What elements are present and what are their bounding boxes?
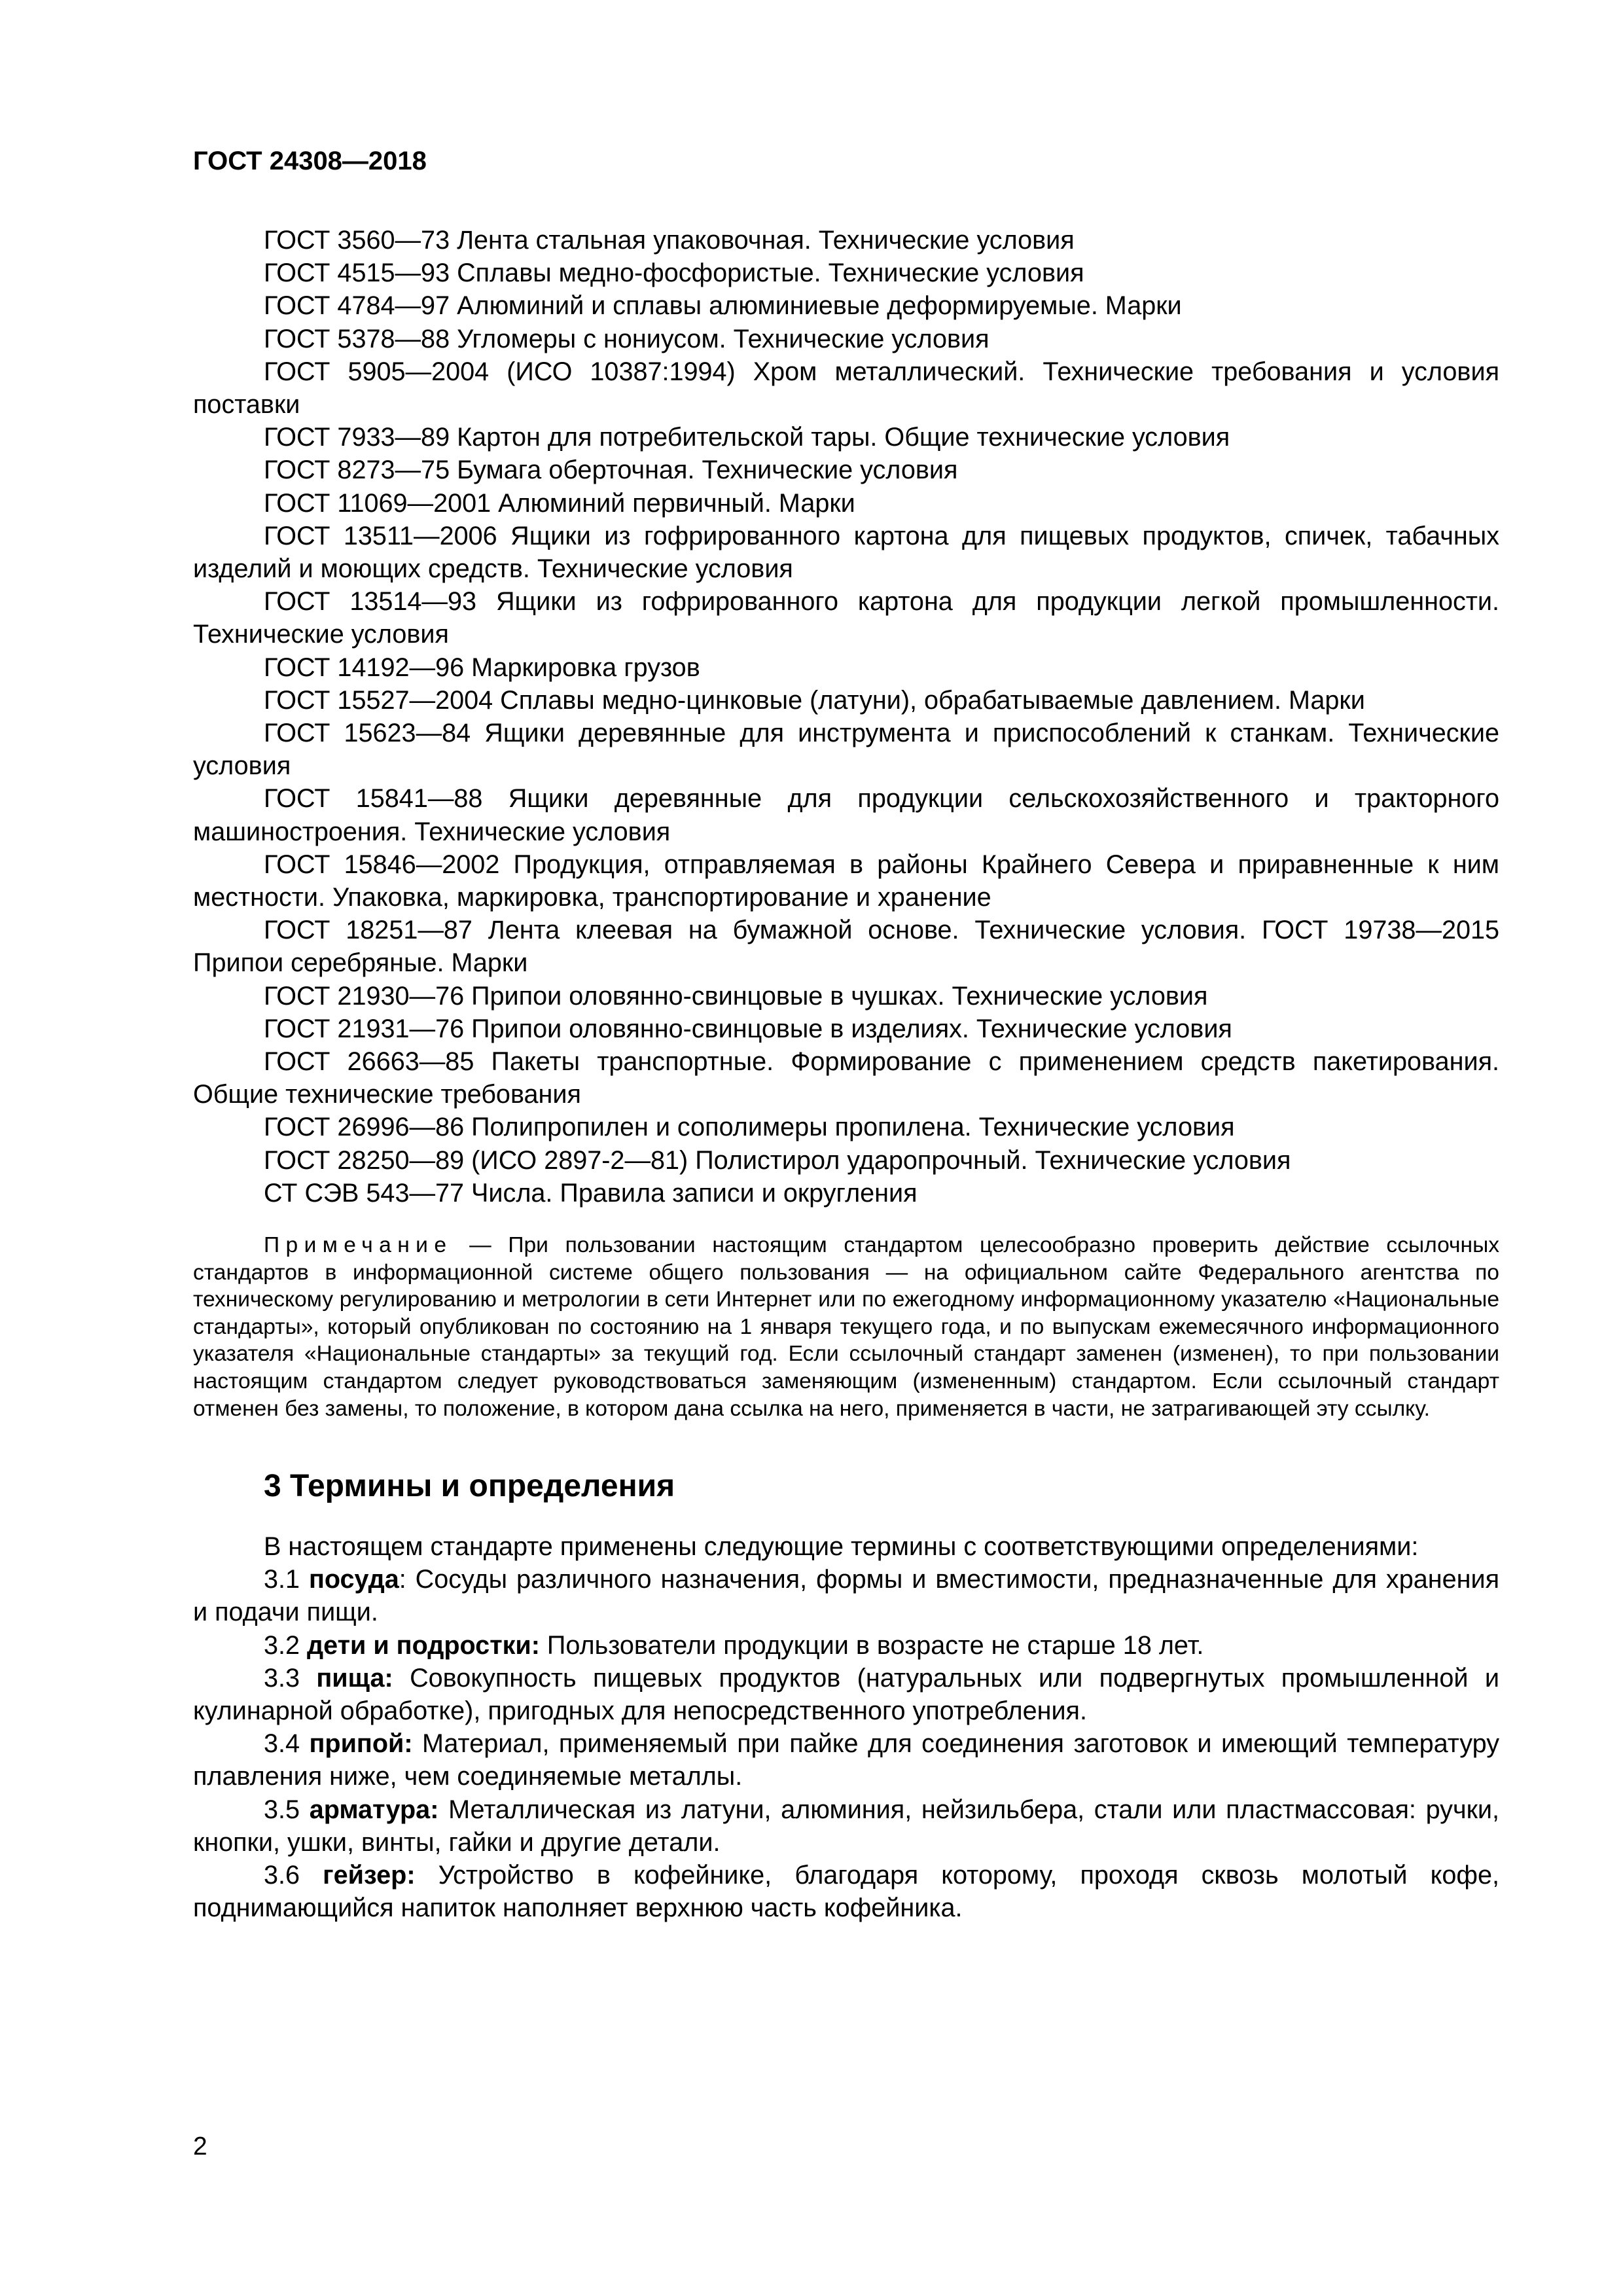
term-definition <box>193 1629 1499 1662</box>
term-definition <box>193 1793 1499 1859</box>
term-text: Совокупность пищевых продуктов (натуральных или подвергнутых промышленной и кулинарной обработке), пригодных для непосредственного употребления. <box>193 1663 1500 1726</box>
term-number: 3.4 <box>264 1729 310 1759</box>
term-number: 3.6 <box>264 1861 323 1890</box>
term-definition <box>193 1662 1499 1727</box>
term-name: арматура: <box>309 1795 439 1824</box>
term-text: : Сосуды различного назначения, формы и вместимости, предназначенные для хранения и подачи пищи. <box>193 1565 1500 1627</box>
reference-item: ГОСТ 15846—2002 Продукция, отправляемая в районы Крайнего Севера и приравненные к ним местности. Упаковка, маркировка, транспортирование и хранение <box>193 850 1499 912</box>
term-text: Металлическая из латуни, алюминия, нейзильбера, стали или пластмассовая: ручки, кнопки, ушки, винты, гайки и другие детали. <box>193 1795 1499 1857</box>
reference-item: ГОСТ 13511—2006 Ящики из гофрированного картона для пищевых продуктов, спичек, табачных изделий и моющих средств. Технические условия <box>193 521 1499 584</box>
reference-item: ГОСТ 8273—75 Бумага оберточная. Технические условия <box>264 456 958 485</box>
reference-item: ГОСТ 5905—2004 (ИСО 10387:1994) Хром металлический. Технические требования и условия поставки <box>193 357 1499 420</box>
term-name: посуда <box>308 1565 399 1594</box>
reference-item: СТ СЭВ 543—77 Числа. Правила записи и округления <box>264 1178 918 1208</box>
reference-item: ГОСТ 13514—93 Ящики из гофрированного картона для продукции легкой промышленности. Технические условия <box>193 587 1499 649</box>
reference-item: ГОСТ 11069—2001 Алюминий первичный. Марки <box>264 488 855 518</box>
note-text: — При пользовании настоящим стандартом целесообразно проверить действие ссылочных стандартов в информационной системе общего пользования — на официальном сайте Федерального агентства по техническому регулированию и метрологии в сети Интернет или по ежегодному информационному указателю «Национальные стандарты», который опубликован по состоянию на 1 января текущего года, и по выпускам ежемесячного информационного указателя «Национальные стандарты» за текущий год. Если ссылочный стандарт заменен (изменен), то при пользовании настоящим стандартом следует руководствоваться заменяющим (измененным) стандартом. Если ссылочный стандарт отменен без замены, то положение, в котором дана ссылка на него, применяется в части, не затрагивающей эту ссылку. <box>193 1233 1499 1421</box>
term-number: 3.2 <box>264 1630 308 1660</box>
term-name: пища: <box>316 1663 393 1693</box>
page-number: 2 <box>193 2132 207 2161</box>
reference-item: ГОСТ 21930—76 Припои оловянно-свинцовые в чушках. Технические условия <box>264 981 1208 1011</box>
terms-intro: В настоящем стандарте применены следующие термины с соответствующими определениями: <box>264 1532 1419 1562</box>
reference-item: ГОСТ 4515—93 Сплавы медно-фосфористые. Технические условия <box>264 259 1084 288</box>
reference-item: ГОСТ 21931—76 Припои оловянно-свинцовые в изделиях. Технические условия <box>264 1014 1232 1043</box>
reference-item: ГОСТ 15623—84 Ящики деревянные для инструмента и приспособлений к станкам. Технические условия <box>193 719 1499 781</box>
reference-item: ГОСТ 7933—89 Картон для потребительской тары. Общие технические условия <box>264 423 1230 452</box>
term-text: Пользователи продукции в возрасте не старше 18 лет. <box>539 1630 1204 1660</box>
normative-references-list <box>193 224 1499 1210</box>
term-number: 3.1 <box>264 1565 309 1594</box>
term-name: припой: <box>309 1729 413 1759</box>
reference-item: ГОСТ 14192—96 Маркировка грузов <box>264 653 700 682</box>
term-definition <box>193 1727 1499 1793</box>
reference-item: ГОСТ 15527—2004 Сплавы медно-цинковые (латуни), обрабатываемые давлением. Марки <box>264 685 1365 715</box>
term-definition <box>193 1563 1499 1628</box>
section-heading: 3 Термины и определения <box>264 1469 675 1504</box>
term-definition <box>193 1859 1499 1924</box>
page-content <box>193 224 1499 1924</box>
reference-item: ГОСТ 15841—88 Ящики деревянные для продукции сельскохозяйственного и тракторного машиностроения. Технические условия <box>193 784 1499 846</box>
reference-item: ГОСТ 4784—97 Алюминий и сплавы алюминиевые деформируемые. Марки <box>264 291 1182 321</box>
note-label: Примечание <box>264 1233 453 1258</box>
reference-item: ГОСТ 5378—88 Угломеры с нониусом. Технические условия <box>264 324 990 353</box>
reference-item: ГОСТ 18251—87 Лента клеевая на бумажной основе. Технические условия. ГОСТ 19738—2015 Припои серебряные. Марки <box>193 916 1499 978</box>
reference-item: ГОСТ 26663—85 Пакеты транспортные. Формирование с применением средств пакетирования. Общие технические требования <box>193 1047 1499 1109</box>
reference-item: ГОСТ 26996—86 Полипропилен и сополимеры пропилена. Технические условия <box>264 1113 1235 1142</box>
reference-item: ГОСТ 28250—89 (ИСО 2897-2—81) Полистирол ударопрочный. Технические условия <box>264 1145 1291 1175</box>
term-name: дети и подростки: <box>307 1630 540 1660</box>
term-number: 3.3 <box>264 1663 317 1693</box>
term-text: Устройство в кофейнике, благодаря которому, проходя сквозь молотый кофе, поднимающийся напиток наполняет верхнюю часть кофейника. <box>193 1861 1499 1923</box>
document-header: ГОСТ 24308—2018 <box>193 147 427 175</box>
term-text: Материал, применяемый при пайке для соединения заготовок и имеющий температуру плавления ниже, чем соединяемые металлы. <box>193 1729 1500 1791</box>
reference-item: ГОСТ 3560—73 Лента стальная упаковочная. Технические условия <box>264 226 1075 255</box>
term-number: 3.5 <box>264 1795 310 1824</box>
term-name: гейзер: <box>323 1861 416 1890</box>
note-paragraph <box>193 1232 1499 1422</box>
